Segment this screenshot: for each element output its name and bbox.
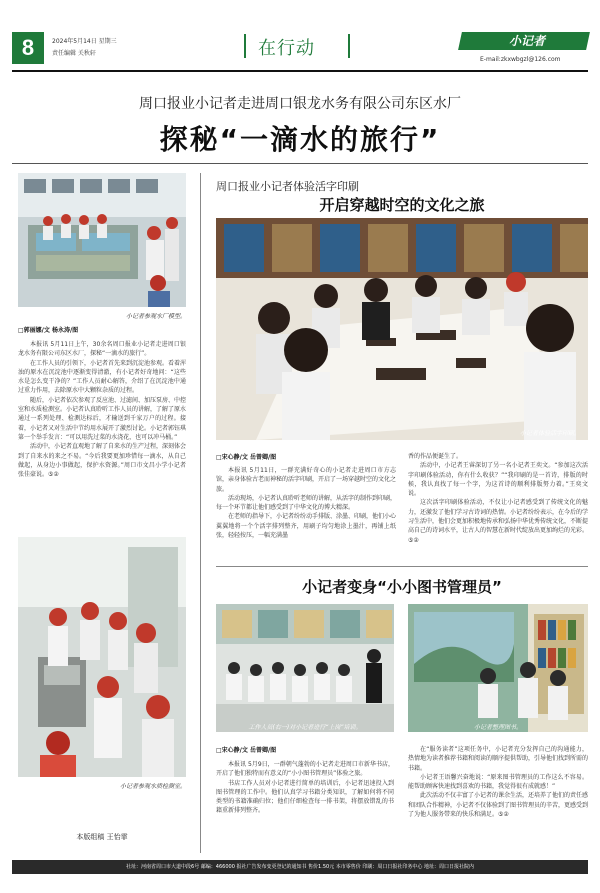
photo-caption-lab: 小记者参观水质检测室。 (119, 783, 186, 790)
lead-kicker: 周口报业小记者走进周口银龙水务有限公司东区水厂 (139, 96, 461, 112)
culture-paragraph: 活动现场，小记者认真聆听老师的讲解，从活字的制作到印刷，每一个环节都让他们感受到了中华文化的博大精深。 (216, 494, 397, 512)
culture-paragraph: 在老师的指导下，小记者纷纷动手排版、涂墨、印刷，他们小心翼翼地将一个个活字排列整齐，用刷子均匀地涂上墨汁，再铺上纸张，轻轻按压，一幅充满墨 (216, 513, 397, 540)
headline-rule (12, 163, 588, 164)
printing-workshop-illustration (216, 218, 588, 440)
photo-caption-organizing: 小记者整理图书。 (473, 724, 522, 731)
lead-paragraph: 在工作人员的引领下，小记者首先来到沉淀池参观。看着浑浊的原水在沉淀池中逐渐变得清澈，有小记者好奇地问：“这些水是怎么变干净的？”工作人员耐心解答，介绍了在沉淀池中通过重力作用，去除原水中大颗粒杂质的过程。 (18, 359, 187, 395)
culture-paragraph: 这次活字印刷体验活动，不仅让小记者感受到了传统文化的魅力，还激发了他们学习古诗词的热情。小记者纷纷表示，在今后的学习生活中，他们会更加积极地传承和弘扬中华优秀传统文化，不断提高自己的诗词水平，让古人的智慧在新时代绽放出更加绚烂的光彩。⑤② (408, 499, 589, 544)
lead-paragraph: 随后，小记者依次参观了反应池、过滤间、加压泵房、中控室和水质检测室。小记者认真聆听工作人员的讲解，了解了原水通过一系列处理、检测达标后，才输送到千家万户的过程。接着，小记者又对生活中节约用水展开了激烈讨论。小记者郭钰琪第一个举手发言：“可以用洗过菜的水浇花，也可以冲马桶。” (18, 396, 187, 441)
page-header (12, 30, 588, 70)
organizing-books-illustration (408, 604, 588, 732)
lead-byline: □郭丽娜/文 杨永涛/图 (18, 327, 79, 334)
library-body-right (408, 745, 588, 819)
water-plant-model-photo (18, 173, 186, 307)
lead-body (18, 340, 186, 479)
organizing-books-photo (408, 604, 588, 732)
issue-date: 2024年5月14日 星期三 (52, 38, 117, 45)
culture-paragraph: 香的作品便诞生了。 (408, 453, 463, 460)
training-illustration (216, 604, 394, 732)
lead-paragraph: 本报讯 5月11日上午，30余名周口报业小记者走进周口银龙水务有限公司东区水厂，探秘“一滴水的旅行”。 (18, 341, 186, 358)
section-divider-right (348, 34, 350, 58)
section-title: 在行动 (258, 38, 315, 59)
photo-caption-model: 小记者参观水厂模型。 (125, 313, 186, 320)
brand-logo: 小记者 (508, 34, 545, 48)
culture-body-left (216, 466, 396, 540)
page-number: 8 (12, 32, 44, 64)
library-body-left (216, 760, 394, 816)
header-rule (12, 70, 588, 72)
culture-kicker: 周口报业小记者体验活字印刷 (216, 180, 359, 193)
photo-caption-printing: 小记者体验活字印刷。 (519, 430, 580, 437)
culture-byline: □宋心静/文 岳曾卿/图 (216, 454, 277, 461)
library-paragraph: 本报讯 5月9日，一群朝气蓬勃的小记者走进周口市新华书店，开启了他们独特而有意义的“小小图书管理员”体验之旅。 (216, 761, 394, 778)
column-divider (200, 173, 201, 853)
contact-email: E-mail:zkxwbgzl@126.com (480, 56, 561, 63)
library-paragraph: 书店工作人员对小记者进行简单的培训后，小记者迅速投入到图书管理的工作中。他们认真学习书籍分类知识，了解如何将不同类型的书籍准确归位；他们仔细检查每一排书架，将摆放错乱的书籍重新排列整齐。 (216, 779, 394, 815)
lead-title: 探秘“一滴水的旅行” (159, 123, 441, 156)
culture-body-right (408, 452, 588, 545)
page-editor-credit: 本版组稿 王怡霏 (76, 833, 128, 841)
library-paragraph: 此次活动不仅丰富了小记者的课余生活，还培养了他们的责任感和团队合作精神，小记者不仅体验到了图书管理员的辛苦，更感受到了为他人服务带来的快乐和满足。⑤② (408, 792, 589, 819)
bookstore-training-photo (216, 604, 394, 732)
photo-caption-training: 工作人员(右一)对小记者进行“上岗”培训。 (248, 724, 362, 731)
library-paragraph: 小记者王语馨兴奋地说：“原来图书管理员的工作这么不容易。能帮助顾客快速找到喜欢的书籍，我觉得很有成就感！” (408, 773, 588, 791)
culture-paragraph: 本报讯 5月11日，一群充满好奇心的小记者走进周口市方志馆，亲身体验古老而神秘的活字印刷，开启了一场穿越时空的文化之旅。 (216, 467, 397, 493)
water-plant-model-illustration (18, 173, 186, 307)
library-title: 小记者变身“小小图书管理员” (302, 578, 502, 596)
page-footer: 社址：河南省周口市大道中段6号 邮编：466000 报社广告发布变更登记的通知书 售价1.50元 本市零售价 印刷：周口日报社印务中心 地址：周口日报社院内 (12, 860, 588, 874)
culture-title: 开启穿越时空的文化之旅 (319, 196, 485, 214)
lead-paragraph: 活动中，小记者直观地了解了自来水的生产过程，深刻体会到了自来水的来之不易。“今后我要更加珍惜每一滴水，从自己做起，从身边小事做起，保护水资源。”周口市文昌小学小记者张佳豪说。⑤② (18, 443, 187, 479)
story-divider (216, 566, 588, 567)
water-quality-lab-photo (18, 537, 186, 777)
section-divider-left (244, 34, 246, 58)
library-byline: □宋心静/文 岳曾卿/图 (216, 747, 277, 754)
movable-type-printing-photo (216, 218, 588, 440)
editor-credit: 责任编辑 关秋轩 (52, 50, 96, 57)
library-paragraph: 在“服务读者”这项任务中，小记者充分发挥自己的沟通能力，热情地为读者推荐书籍和阅读的顺序提供帮助，引导他们找到所需的书籍。 (408, 746, 589, 772)
lab-visit-illustration (18, 537, 186, 777)
culture-paragraph: 活动中，小记者王睿深切了另一名小记者王奕文。“参加这次活字印刷体验活动，你有什么收获？”“我印刷的是一首诗，排版的时候，我认真找了每一个字，为这首诗的顺利排版努力着。”王奕文说。 (408, 462, 588, 498)
